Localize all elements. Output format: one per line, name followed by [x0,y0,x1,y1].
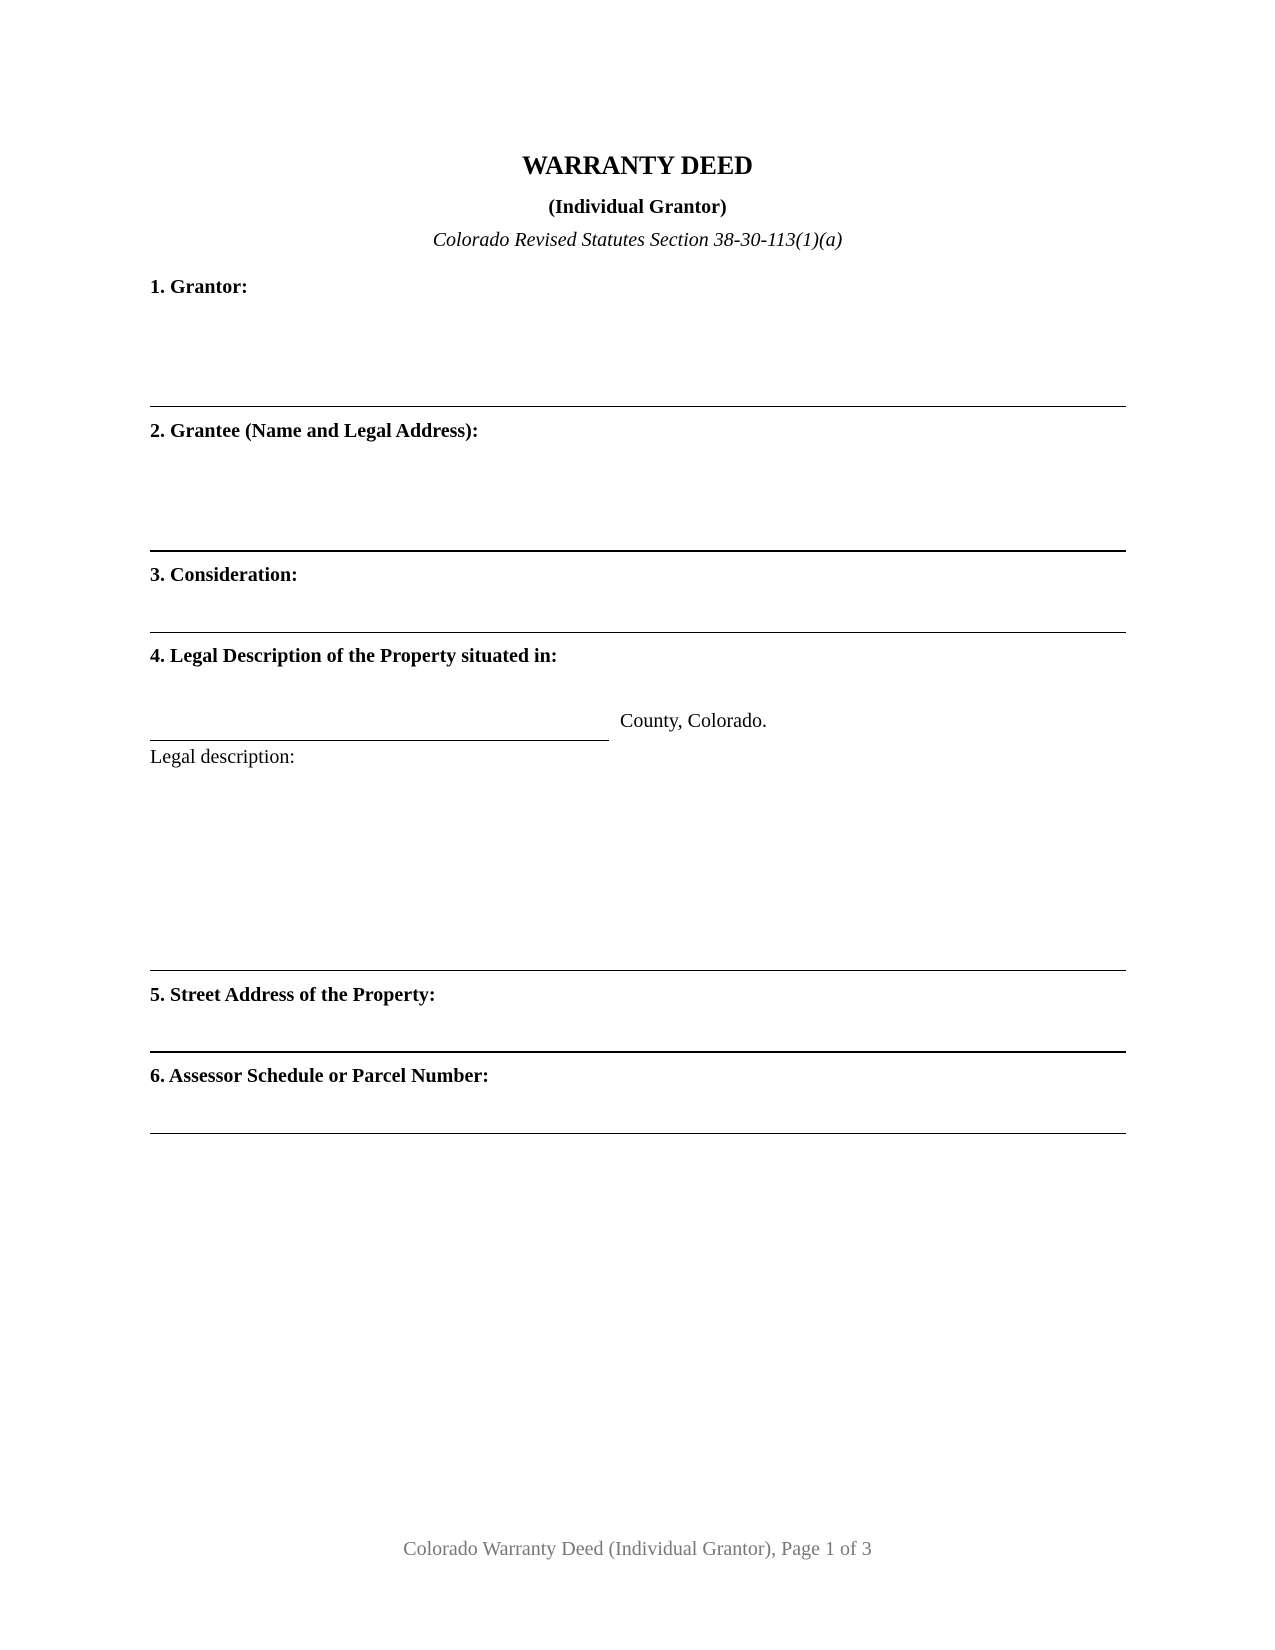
statute-reference: Colorado Revised Statutes Section 38-30-113(1)(a) [432,229,843,251]
consideration-field-line[interactable] [150,632,1126,633]
street-address-field-line[interactable] [150,1051,1126,1053]
document-subtitle: (Individual Grantor) [548,196,727,218]
page-footer: Colorado Warranty Deed (Individual Grantor), Page 1 of 3 [403,1538,872,1560]
grantor-heading: 1. Grantor: [150,276,248,298]
street-address-heading: 5. Street Address of the Property: [150,984,436,1006]
parcel-number-field-line[interactable] [150,1133,1126,1134]
grantor-field-line[interactable] [150,406,1126,407]
document-title: WARRANTY DEED [522,151,753,180]
legal-description-heading: 4. Legal Description of the Property situated in: [150,645,558,667]
grantee-heading: 2. Grantee (Name and Legal Address): [150,420,479,442]
legal-description-label: Legal description: [150,746,295,768]
legal-description-field-line[interactable] [150,970,1126,971]
consideration-heading: 3. Consideration: [150,564,298,586]
grantee-field-line[interactable] [150,550,1126,552]
parcel-number-heading: 6. Assessor Schedule or Parcel Number: [150,1065,489,1087]
county-suffix: County, Colorado. [620,710,768,732]
county-field-line[interactable] [150,740,609,741]
